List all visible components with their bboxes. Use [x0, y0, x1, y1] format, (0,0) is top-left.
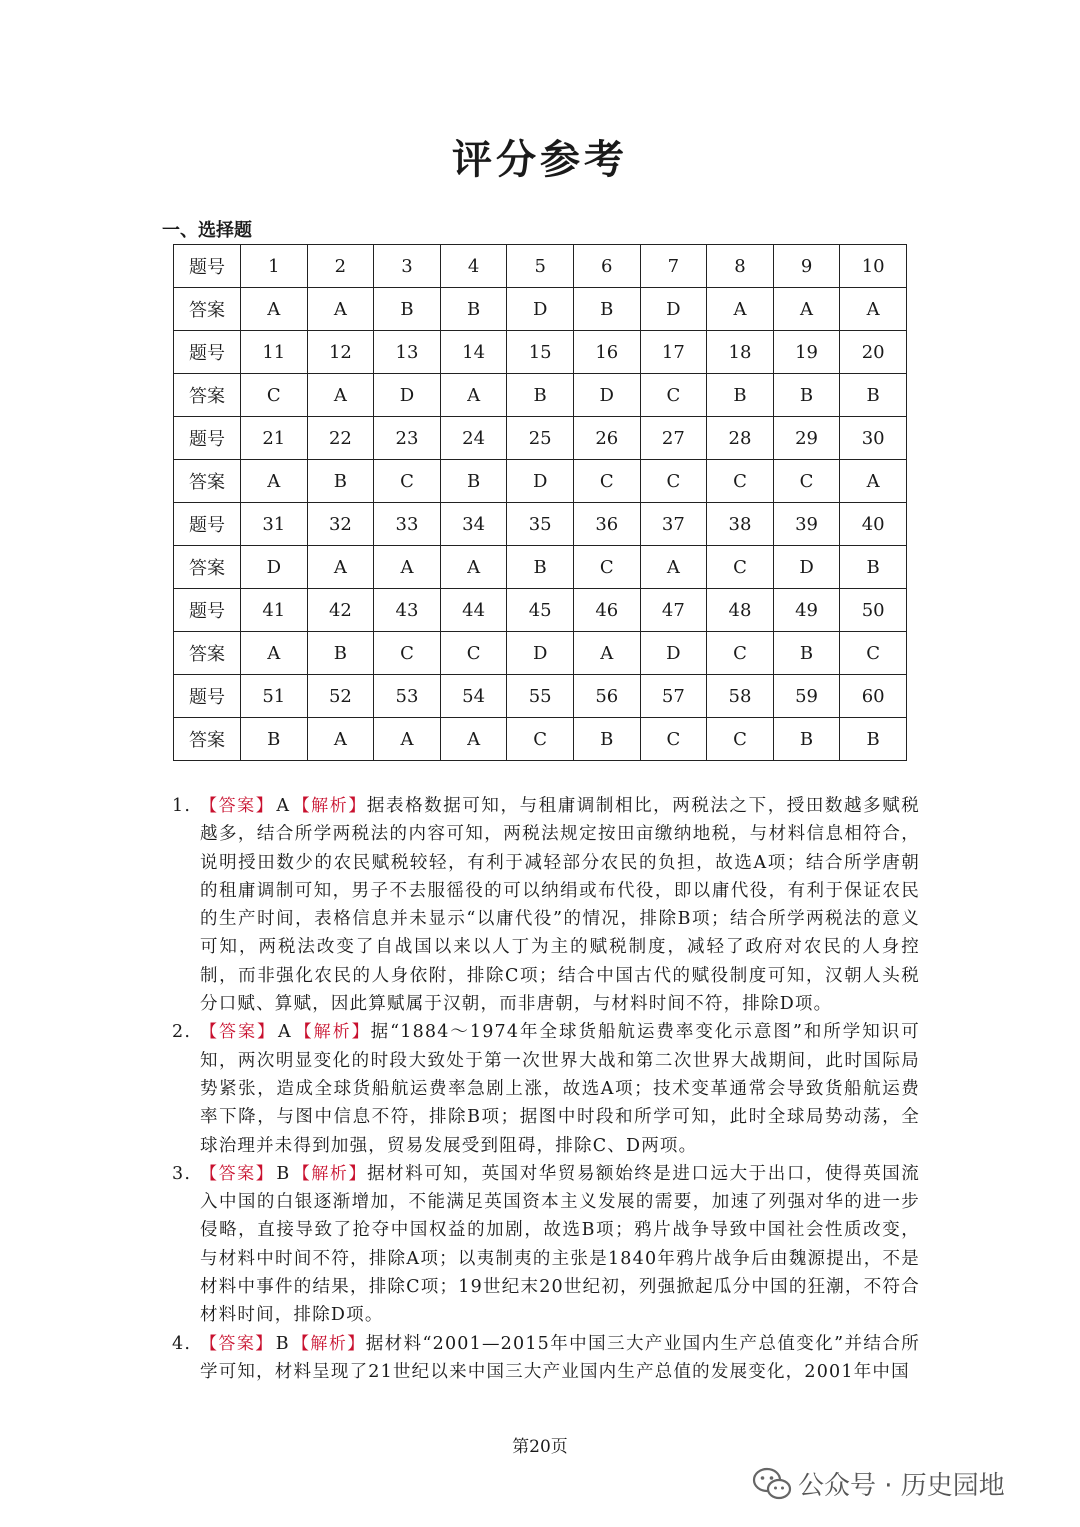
explanation-body — [200, 1018, 920, 1159]
answer-cell: B — [241, 718, 308, 761]
answer-cell: A — [241, 632, 308, 675]
question-number-cell: 34 — [440, 503, 507, 546]
question-number-cell: 16 — [573, 331, 640, 374]
answer-cell: D — [374, 374, 441, 417]
answer-cell: D — [507, 632, 574, 675]
question-number-cell: 22 — [307, 417, 374, 460]
answer-cell: B — [507, 546, 574, 589]
answer-cell: A — [573, 632, 640, 675]
question-number-cell: 21 — [241, 417, 308, 460]
question-number-cell: 43 — [374, 589, 441, 632]
explanation-list — [172, 792, 920, 1386]
answer-cell: A — [307, 546, 374, 589]
question-number-cell: 55 — [507, 675, 574, 718]
answer-cell: A — [307, 288, 374, 331]
question-number-cell: 15 — [507, 331, 574, 374]
answer-tag: 【答案】 — [200, 1333, 274, 1354]
analysis-text: 据表格数据可知，与租庸调制相比，两税法之下，授田数越多赋税越多，结合所学两税法的内容可知，两税法规定按田亩缴纳地税，与材料信息相符合，说明授田数少的农民赋税较轻，有利于减轻部分农民的负担，故选A项；结合所学唐朝的租庸调制可知，男子不去服徭役的可以纳绢或布代役，即以庸代役，有利于保证农民的生产时间，表格信息并未显示“以庸代役”的情况，排除B项；结合所学两税法的意义可知，两税法改变了自战国以来以人丁为主的赋税制度，减轻了政府对农民的人身控制，而非强化农民的人身依附，排除C项；结合中国古代的赋役制度可知，汉朝人头税分口赋、算赋，因此算赋属于汉朝，而非唐朝，与材料时间不符，排除D项。 — [200, 796, 920, 1015]
answer-cell: C — [573, 546, 640, 589]
question-number-cell: 30 — [840, 417, 907, 460]
question-number-cell: 2 — [307, 245, 374, 288]
answer-cell: A — [307, 718, 374, 761]
question-number-cell: 6 — [573, 245, 640, 288]
table-row-answers — [174, 632, 907, 675]
answer-tag: 【答案】 — [200, 796, 275, 816]
row-label-answer: 答案 — [174, 632, 241, 675]
row-label-number: 题号 — [174, 503, 241, 546]
row-label-number: 题号 — [174, 245, 241, 288]
table-row-numbers — [174, 675, 907, 718]
explanation-item — [172, 1330, 920, 1387]
question-number-cell: 27 — [640, 417, 707, 460]
question-number-cell: 46 — [573, 589, 640, 632]
question-number-cell: 28 — [707, 417, 774, 460]
question-number-cell: 37 — [640, 503, 707, 546]
answer-cell: A — [840, 460, 907, 503]
watermark-text: 公众号 · 历史园地 — [798, 1471, 1005, 1501]
question-number-cell: 11 — [241, 331, 308, 374]
answer-cell: C — [640, 460, 707, 503]
answer-cell: B — [840, 546, 907, 589]
question-number-cell: 52 — [307, 675, 374, 718]
question-number-cell: 1 — [241, 245, 308, 288]
row-label-answer: 答案 — [174, 374, 241, 417]
answer-cell: D — [640, 288, 707, 331]
answer-table — [173, 244, 907, 761]
answer-tag: 【答案】 — [200, 1022, 276, 1043]
answer-cell: D — [640, 632, 707, 675]
answer-cell: B — [840, 718, 907, 761]
question-number-cell: 54 — [440, 675, 507, 718]
question-number-cell: 26 — [573, 417, 640, 460]
answer-cell: C — [707, 460, 774, 503]
analysis-text: 据“1884～1974年全球货船航运费率变化示意图”和所学知识可知，两次明显变化的时段大致处于第一次世界大战和第二次世界大战期间，此时国际局势紧张，造成全球货船航运费率急剧上涨，故选A项；技术变革通常会导致货船航运费率下降，与图中信息不符，排除B项；据图中时段和所学可知，此时全球局势动荡，全球治理并未得到加强，贸易发展受到阻碍，排除C、D两项。 — [200, 1022, 920, 1156]
question-number-cell: 10 — [840, 245, 907, 288]
answer-cell: D — [573, 374, 640, 417]
answer-cell: B — [840, 374, 907, 417]
row-label-number: 题号 — [174, 675, 241, 718]
answer-cell: C — [773, 460, 840, 503]
question-number-cell: 58 — [707, 675, 774, 718]
question-number-cell: 9 — [773, 245, 840, 288]
question-number-cell: 23 — [374, 417, 441, 460]
question-number-cell: 14 — [440, 331, 507, 374]
question-number-cell: 17 — [640, 331, 707, 374]
explanation-number: 2. — [172, 1022, 192, 1043]
question-number-cell: 24 — [440, 417, 507, 460]
answer-cell: C — [374, 632, 441, 675]
question-number-cell: 12 — [307, 331, 374, 374]
answer-cell: C — [640, 718, 707, 761]
question-number-cell: 56 — [573, 675, 640, 718]
table-row-numbers — [174, 245, 907, 288]
row-label-answer: 答案 — [174, 288, 241, 331]
answer-cell: C — [507, 718, 574, 761]
explanation-body — [200, 792, 920, 1018]
explanation-number: 1. — [172, 796, 192, 816]
question-number-cell: 51 — [241, 675, 308, 718]
answer-letter: A — [277, 1022, 292, 1043]
question-number-cell: 4 — [440, 245, 507, 288]
question-number-cell: 35 — [507, 503, 574, 546]
explanation-number: 4. — [172, 1333, 192, 1354]
table-row-answers — [174, 374, 907, 417]
question-number-cell: 41 — [241, 589, 308, 632]
answer-cell: D — [773, 546, 840, 589]
question-number-cell: 8 — [707, 245, 774, 288]
analysis-tag: 【解析】 — [292, 796, 367, 816]
answer-cell: A — [374, 718, 441, 761]
answer-cell: A — [773, 288, 840, 331]
explanation-body — [200, 1330, 920, 1387]
question-number-cell: 20 — [840, 331, 907, 374]
answer-cell: B — [440, 288, 507, 331]
analysis-tag: 【解析】 — [293, 1022, 371, 1043]
watermark — [752, 1465, 1005, 1502]
table-row-numbers — [174, 503, 907, 546]
table-row-answers — [174, 288, 907, 331]
question-number-cell: 13 — [374, 331, 441, 374]
explanation-number: 3. — [172, 1163, 192, 1184]
analysis-tag: 【解析】 — [291, 1333, 366, 1354]
answer-cell: A — [241, 288, 308, 331]
answer-cell: B — [773, 718, 840, 761]
question-number-cell: 45 — [507, 589, 574, 632]
question-number-cell: 7 — [640, 245, 707, 288]
row-label-number: 题号 — [174, 331, 241, 374]
answer-letter: B — [276, 1163, 291, 1184]
row-label-answer: 答案 — [174, 546, 241, 589]
table-row-numbers — [174, 417, 907, 460]
question-number-cell: 25 — [507, 417, 574, 460]
answer-cell: B — [573, 288, 640, 331]
question-number-cell: 57 — [640, 675, 707, 718]
answer-cell: C — [440, 632, 507, 675]
question-number-cell: 18 — [707, 331, 774, 374]
answer-cell: D — [507, 288, 574, 331]
question-number-cell: 31 — [241, 503, 308, 546]
answer-letter: A — [276, 796, 291, 816]
answer-cell: C — [640, 374, 707, 417]
answer-cell: D — [241, 546, 308, 589]
answer-cell: B — [707, 374, 774, 417]
question-number-cell: 29 — [773, 417, 840, 460]
answer-cell: A — [440, 546, 507, 589]
table-row-numbers — [174, 331, 907, 374]
question-number-cell: 38 — [707, 503, 774, 546]
answer-cell: C — [707, 632, 774, 675]
page-number: 第20页 — [512, 1437, 568, 1457]
explanation-item — [172, 1160, 920, 1330]
explanation-item — [172, 792, 920, 1018]
answer-cell: A — [707, 288, 774, 331]
question-number-cell: 19 — [773, 331, 840, 374]
question-number-cell: 3 — [374, 245, 441, 288]
answer-cell: C — [573, 460, 640, 503]
answer-cell: B — [507, 374, 574, 417]
question-number-cell: 50 — [840, 589, 907, 632]
page-title: 评分参考 — [452, 137, 628, 183]
answer-cell: A — [640, 546, 707, 589]
question-number-cell: 5 — [507, 245, 574, 288]
question-number-cell: 47 — [640, 589, 707, 632]
answer-cell: B — [307, 460, 374, 503]
analysis-tag: 【解析】 — [292, 1163, 368, 1184]
answer-cell: A — [440, 374, 507, 417]
table-row-answers — [174, 460, 907, 503]
analysis-text: 据材料“2001—2015年中国三大产业国内生产总值变化”并结合所学可知，材料呈现了21世纪以来中国三大产业国内生产总值的发展变化，2001年中国 — [200, 1333, 920, 1382]
answer-cell: C — [840, 632, 907, 675]
question-number-cell: 36 — [573, 503, 640, 546]
answer-cell: C — [707, 546, 774, 589]
answer-cell: B — [374, 288, 441, 331]
answer-cell: C — [374, 460, 441, 503]
answer-letter: B — [275, 1333, 290, 1354]
table-row-answers — [174, 718, 907, 761]
question-number-cell: 44 — [440, 589, 507, 632]
answer-cell: B — [773, 632, 840, 675]
answer-cell: A — [840, 288, 907, 331]
explanation-body — [200, 1160, 920, 1330]
table-row-numbers — [174, 589, 907, 632]
wechat-icon — [752, 1466, 792, 1502]
answer-cell: A — [241, 460, 308, 503]
answer-cell: D — [507, 460, 574, 503]
question-number-cell: 40 — [840, 503, 907, 546]
answer-cell: A — [440, 718, 507, 761]
answer-cell: B — [573, 718, 640, 761]
row-label-number: 题号 — [174, 589, 241, 632]
question-number-cell: 49 — [773, 589, 840, 632]
answer-cell: C — [241, 374, 308, 417]
explanation-item — [172, 1018, 920, 1159]
question-number-cell: 42 — [307, 589, 374, 632]
row-label-number: 题号 — [174, 417, 241, 460]
answer-cell: A — [307, 374, 374, 417]
answer-cell: B — [440, 460, 507, 503]
answer-cell: B — [773, 374, 840, 417]
answer-tag: 【答案】 — [200, 1163, 275, 1184]
row-label-answer: 答案 — [174, 718, 241, 761]
question-number-cell: 59 — [773, 675, 840, 718]
question-number-cell: 60 — [840, 675, 907, 718]
question-number-cell: 33 — [374, 503, 441, 546]
question-number-cell: 32 — [307, 503, 374, 546]
answer-cell: C — [707, 718, 774, 761]
section-heading: 一、选择题 — [162, 220, 252, 241]
answer-cell: A — [374, 546, 441, 589]
question-number-cell: 48 — [707, 589, 774, 632]
row-label-answer: 答案 — [174, 460, 241, 503]
question-number-cell: 39 — [773, 503, 840, 546]
answer-cell: B — [307, 632, 374, 675]
question-number-cell: 53 — [374, 675, 441, 718]
table-row-answers — [174, 546, 907, 589]
analysis-text: 据材料可知，英国对华贸易额始终是进口远大于出口，使得英国流入中国的白银逐渐增加，不能满足英国资本主义发展的需要，加速了列强对华的进一步侵略，直接导致了抢夺中国权益的加剧，故选B项；鸦片战争导致中国社会性质改变，与材料中时间不符，排除A项；以夷制夷的主张是1840年鸦片战争后由魏源提出，不是材料中事件的结果，排除C项；19世纪末20世纪初，列强掀起瓜分中国的狂潮，不符合材料时间，排除D项。 — [200, 1163, 920, 1326]
